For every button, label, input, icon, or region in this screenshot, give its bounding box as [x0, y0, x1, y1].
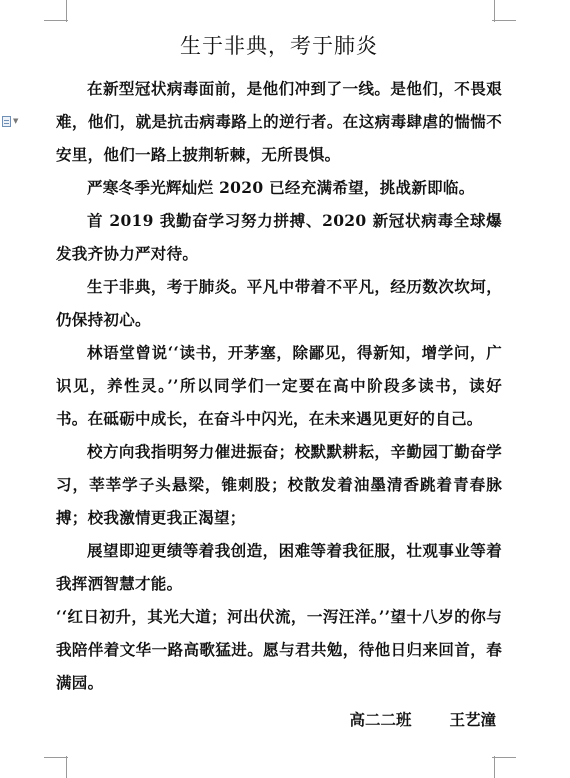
document-icon — [2, 116, 11, 127]
paragraph: 首 2019 我勤奋学习努力拼搏、2020 新冠状病毒全球爆发我齐协力严对待。 — [56, 211, 502, 263]
document-options-icon[interactable] — [2, 114, 30, 128]
document-page — [56, 26, 502, 736]
signature — [56, 703, 502, 736]
paragraph: 严寒冬季光辉灿烂 2020 已经充满希望，挑战新即临。 — [87, 178, 475, 197]
signature-class: 高二二班 — [349, 710, 412, 729]
paragraph: 生于非典，考于肺炎。平凡中带着不平凡，经历数次坎坷，仍保持初心。 — [56, 277, 502, 329]
paragraph: 校方向我指明努力催进振奋；校默默耕耘，辛勤园丁勤奋学习，莘莘学子头悬梁，锥刺股；校散发着油墨清香跳着青春脉搏；校我激情更我正渴望； — [56, 442, 502, 527]
paragraph: 林语堂曾说‘‘读书，开茅塞，除鄙见，得新知，增学问，广识见，养性灵。’’所以同学们一定要在高中阶段多读书，读好书。在砥砺中成长，在奋斗中闪光，在未来遇见更好的自己。 — [56, 343, 502, 428]
dropdown-caret-icon: ▼ — [13, 116, 19, 125]
crop-mark-top-right — [492, 0, 516, 22]
crop-mark-bottom-right — [492, 756, 516, 778]
signature-name: 王艺潼 — [449, 710, 496, 729]
crop-mark-bottom-left — [44, 756, 68, 778]
paragraph: 在新型冠状病毒面前，是他们冲到了一线。是他们，不畏艰难，他们，就是抗击病毒路上的逆行者。在这病毒肆虐的惴惴不安里，他们一路上披荆斩棘，无所畏惧。 — [56, 79, 502, 164]
document-title: 生于非典，考于肺炎 — [180, 34, 378, 58]
crop-mark-top-left — [44, 0, 68, 22]
paragraph: ‘‘红日初升，其光大道；河出伏流，一泻汪洋。’’望十八岁的你与我陪伴着文华一路高歌猛进。愿与君共勉，待他日归来回首，春满园。 — [56, 607, 502, 692]
paragraph: 展望即迎更绩等着我创造，困难等着我征服，壮观事业等着我挥洒智慧才能。 — [56, 541, 502, 593]
